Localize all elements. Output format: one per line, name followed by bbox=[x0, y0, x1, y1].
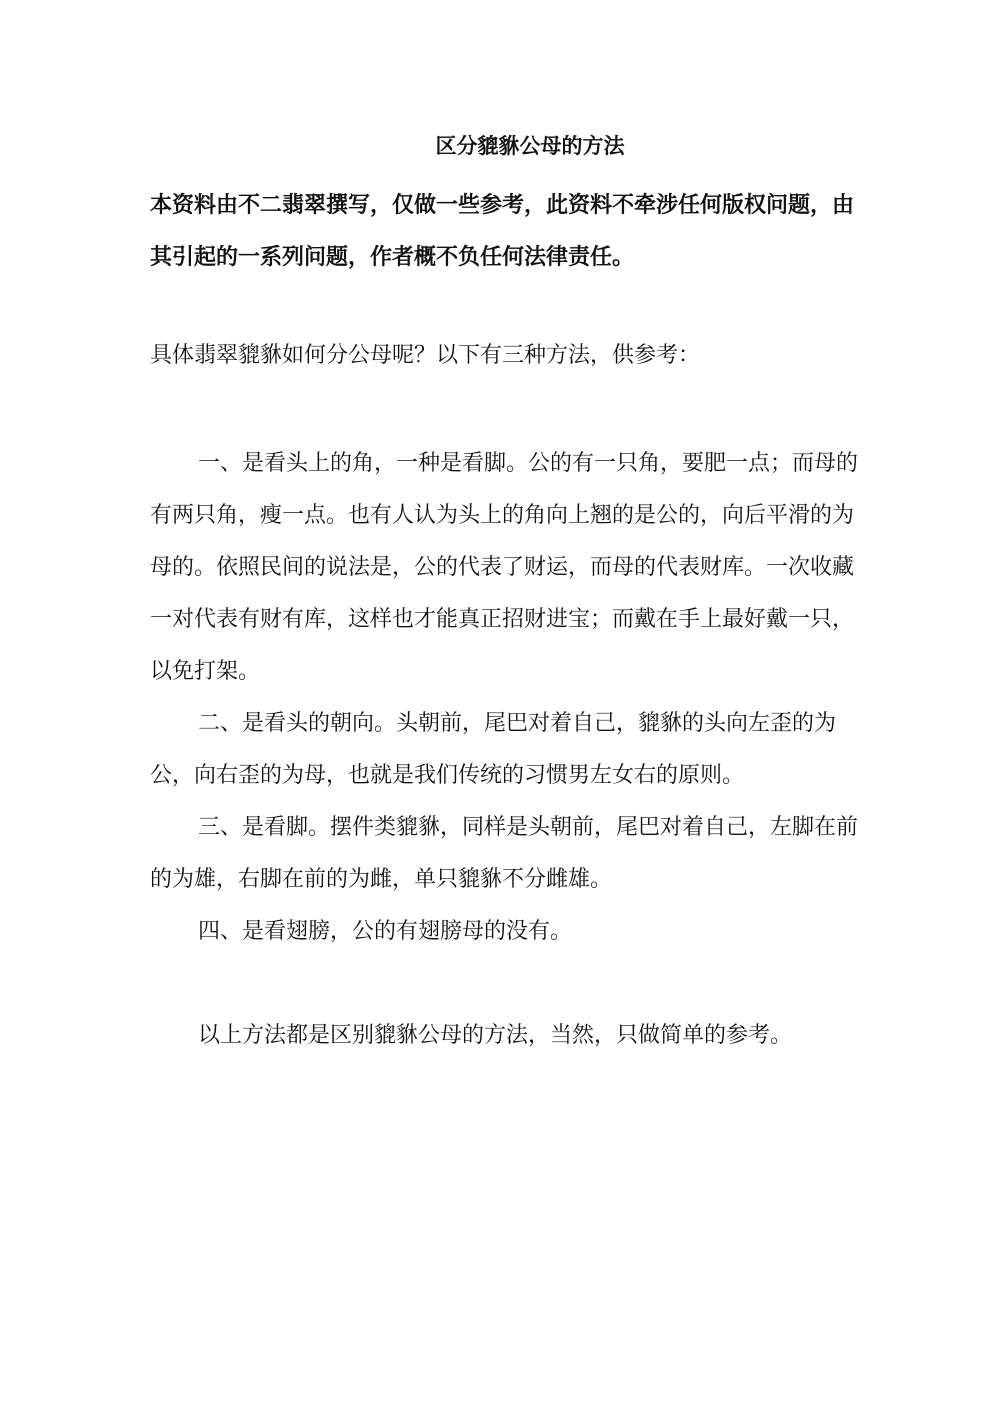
method-paragraph-1: 一、是看头上的角，一种是看脚。公的有一只角，要肥一点；而母的有两只角，瘦一点。也有人认为头上的角向上翘的是公的，向后平滑的为母的。依照民间的说法是，公的代表了财运，而母的代表财库。一次收藏一对代表有财有库，这样也才能真正招财进宝；而戴在手上最好戴一只，以免打架。 bbox=[150, 451, 859, 684]
method-paragraph-2: 二、是看头的朝向。头朝前，尾巴对着自己，貔貅的头向左歪的为公，向右歪的为母，也就是我们传统的习惯男左女右的原则。 bbox=[150, 711, 837, 788]
conclusion-paragraph: 以上方法都是区别貔貅公母的方法，当然，只做简单的参考。 bbox=[198, 1023, 793, 1048]
method-paragraph-3: 三、是看脚。摆件类貔貅，同样是头朝前，尾巴对着自己，左脚在前的为雄，右脚在前的为雌，单只貔貅不分雌雄。 bbox=[150, 815, 859, 892]
method-paragraph-4: 四、是看翅膀，公的有翅膀母的没有。 bbox=[198, 919, 573, 944]
document-title: 区分貔貅公母的方法 bbox=[435, 134, 625, 158]
disclaimer-paragraph: 本资料由不二翡翠撰写，仅做一些参考，此资料不牵涉任何版权问题，由其引起的一系列问题，作者概不负任何法律责任。 bbox=[150, 193, 855, 270]
lead-paragraph: 具体翡翠貔貅如何分公母呢？以下有三种方法，供参考： bbox=[150, 343, 701, 368]
